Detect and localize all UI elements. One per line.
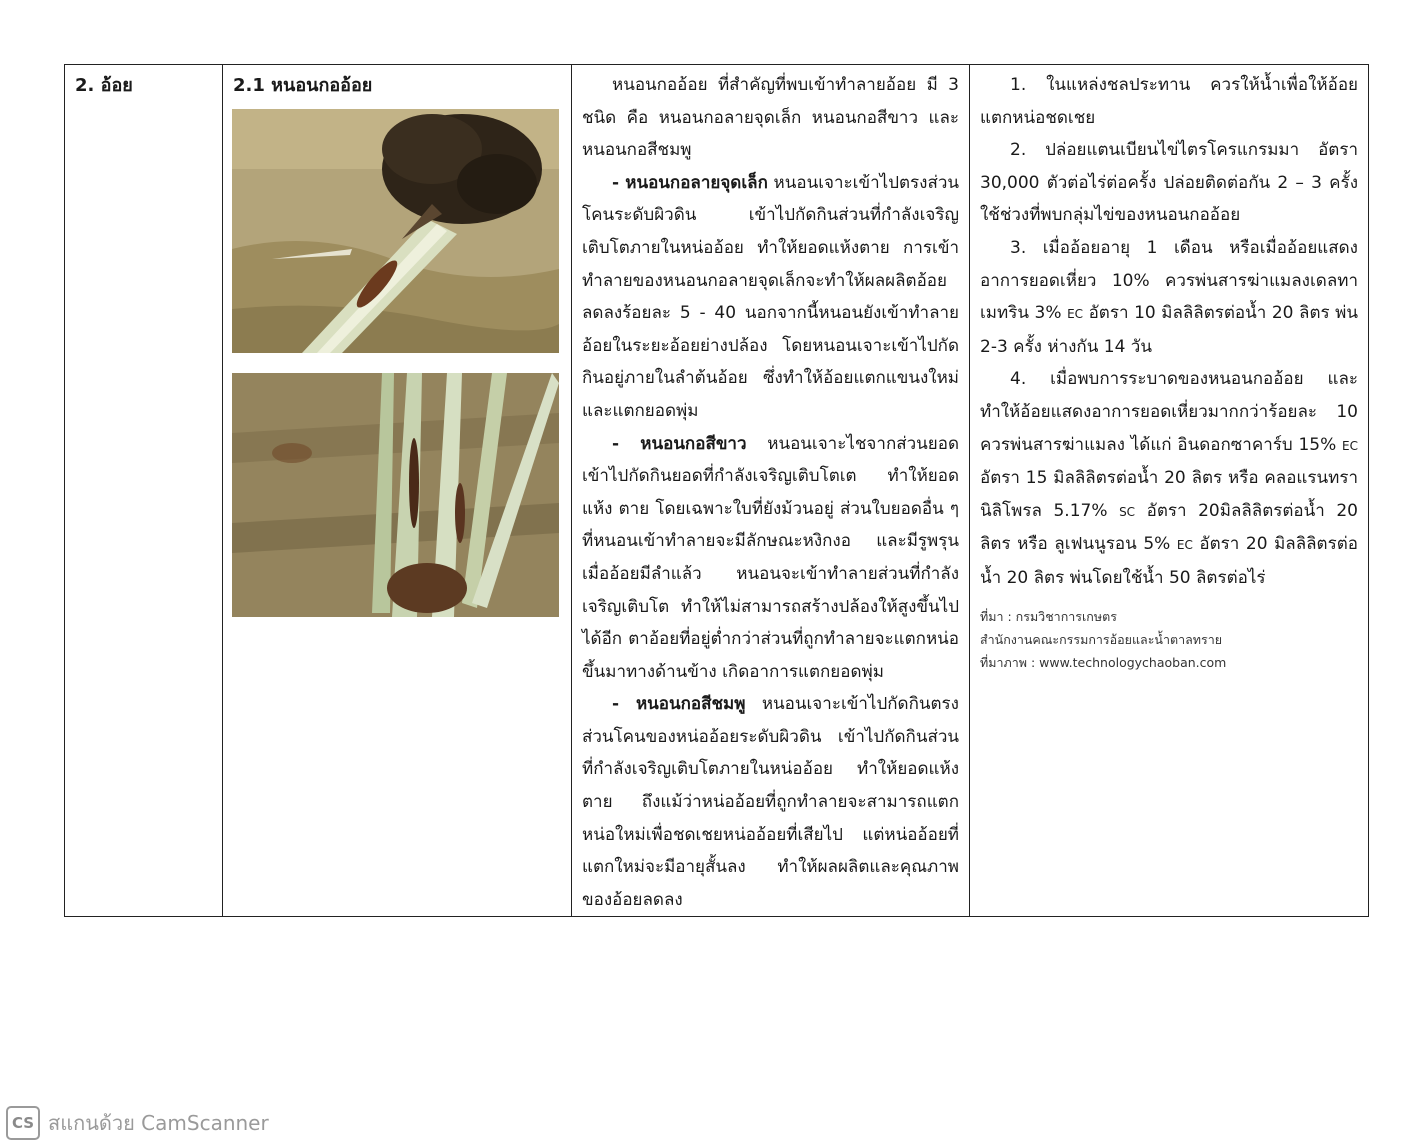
control-cell	[970, 65, 1369, 917]
shoot-borer-photo	[232, 373, 559, 617]
white-borer-paragraph	[582, 428, 959, 689]
formulation-label: EC	[1176, 538, 1193, 553]
source-line-2: สำนักงานคณะกรรมการอ้อยและน้ำตาลทราย	[980, 631, 1223, 647]
formulation-label: EC	[1067, 307, 1084, 322]
crop-cell	[65, 65, 223, 917]
crop-name: 2. อ้อย	[75, 75, 133, 96]
small-spot-borer-text: หนอนเจาะเข้าไปตรงส่วนโคนระดับผิวดิน เข้าไปกัดกินส่วนที่กำลังเจริญเติบโตภายในหน่ออ้อย ทำให้ยอดแห้งตาย การเข้าทำลายของหนอนกอลายจุดเล็กจะทำให้ผลผลิตอ้อยลดลงร้อยละ 5 - 40 นอกจากนี้หนอนยังเข้าทำลายอ้อยในระยะอ้อยย่างปล้อง โดยหนอนเจาะเข้าไปกัดกินอยู่ภายในลำต้นอ้อย ซึ่งทำให้อ้อยแตกแขนงใหม่ และแตกยอดพุ่ม	[582, 172, 959, 421]
control-item-4-part-a: 4. เมื่อพบการระบาดของหนอนกออ้อย และทำให้อ้อยแสดงอาการยอดเหี่ยวมากกว่าร้อยละ 10 ควรพ่นสารฆ่าแมลง ได้แก่ อินดอกซาคาร์บ 15%	[980, 369, 1358, 455]
white-borer-title: - หนอนกอสีขาว	[612, 433, 747, 454]
control-text	[970, 65, 1368, 595]
description-text	[572, 65, 969, 916]
small-spot-borer-title: - หนอนกอลายจุดเล็ก	[612, 172, 768, 193]
control-item-3-part-b: อัตรา 10 มิลลิลิตรต่อน้ำ 20 ลิตร พ่น 2-3 ครั้ง ห่างกัน 14 วัน	[980, 303, 1358, 357]
pest-name: 2.1 หนอนกออ้อย	[233, 75, 373, 96]
pink-borer-title: - หนอนกอสีชมพู	[612, 694, 746, 715]
control-item-4	[980, 363, 1358, 594]
table-row	[65, 65, 1369, 917]
camscanner-logo-icon: CS	[6, 1106, 40, 1140]
control-item-4-part-c: อัตรา 20มิลลิลิตรต่อน้ำ 20 ลิตร หรือ ลูเฟนนูรอน 5%	[980, 500, 1358, 555]
white-borer-text: หนอนเจาะไชจากส่วนยอดเข้าไปกัดกินยอดที่กำลังเจริญเติบโตเต ทำให้ยอดแห้ง ตาย โดยเฉพาะใบที่ยังม้วนอยู่ ส่วนใบยอดอื่น ๆ ที่หนอนเข้าทำลายจะมีลักษณะหงิกงอ และมีรูพรุน เมื่ออ้อยมีลำแล้ว หนอนจะเข้าทำลายส่วนที่กำลังเจริญเติบโต ทำให้ไม่สามารถสร้างปล้องให้สูงขึ้นไปได้อีก ตาอ้อยที่อยู่ต่ำกว่าส่วนที่ถูกทำลายจะแตกหน่อขึ้นมาทางด้านข้าง เกิดอาการแตกยอดพุ่ม	[582, 433, 959, 682]
pink-borer-text: หนอนเจาะเข้าไปกัดกินตรงส่วนโคนของหน่ออ้อยระดับผิวดิน เข้าไปกัดกินส่วนที่กำลังเจริญเติบโตภายในหน่ออ้อย ทำให้ยอดแห้งตาย ถึงแม้ว่าหน่ออ้อยที่ถูกทำลายจะสามารถแตกหน่อใหม่เพื่อชดเชยหน่ออ้อยที่เสียไป แต่หน่ออ้อยที่แตกใหม่จะมีอายุสั้นลง ทำให้ผลผลิตและคุณภาพของอ้อยลดลง	[582, 694, 959, 910]
camscanner-watermark	[6, 1105, 269, 1141]
pest-cell	[223, 65, 572, 917]
formulation-label: EC	[1342, 438, 1358, 453]
control-item-1: 1. ในแหล่งชลประทาน ควรให้น้ำเพื่อให้อ้อยแตกหน่อชดเชย	[980, 75, 1358, 128]
pink-borer-paragraph	[582, 688, 959, 916]
small-spot-borer-paragraph	[582, 167, 959, 428]
source-note	[970, 595, 1368, 674]
control-item-3	[980, 232, 1358, 363]
control-item-4-part-d: อัตรา 20 มิลลิลิตรต่อน้ำ 20 ลิตร พ่นโดยใช้น้ำ 50 ลิตรต่อไร่	[980, 534, 1358, 588]
source-line-1: ที่มา : กรมวิชาการเกษตร	[980, 608, 1117, 624]
pest-table	[64, 64, 1369, 917]
source-line-3: ที่มาภาพ : www.technologychaoban.com	[980, 654, 1227, 670]
description-cell	[572, 65, 970, 917]
control-item-3-part-a: 3. เมื่ออ้อยอายุ 1 เดือน หรือเมื่ออ้อยแสดงอาการยอดเหี่ยว 10% ควรพ่นสารฆ่าแมลงเดลทาเมทริน 3%	[980, 237, 1358, 324]
control-item-2: 2. ปล่อยแตนเบียนไข่ไตรโครแกรมมา อัตรา 30,000 ตัวต่อไร่ต่อครั้ง ปล่อยติดต่อกัน 2 – 3 ครั้ง ใช้ช่วงที่พบกลุ่มไข่ของหนอนกออ้อย	[980, 140, 1358, 226]
intro-paragraph: หนอนกออ้อย ที่สำคัญที่พบเข้าทำลายอ้อย มี 3 ชนิด คือ หนอนกอลายจุดเล็ก หนอนกอสีขาว และหนอนกอสีชมพู	[582, 75, 959, 161]
camscanner-text: สแกนด้วย CamScanner	[48, 1111, 269, 1135]
root-borer-photo	[232, 109, 559, 353]
formulation-label: SC	[1119, 504, 1136, 519]
control-item-4-part-b: อัตรา 15 มิลลิลิตรต่อน้ำ 20 ลิตร หรือ คลอแรนทรานิลิโพรล 5.17%	[980, 468, 1358, 521]
